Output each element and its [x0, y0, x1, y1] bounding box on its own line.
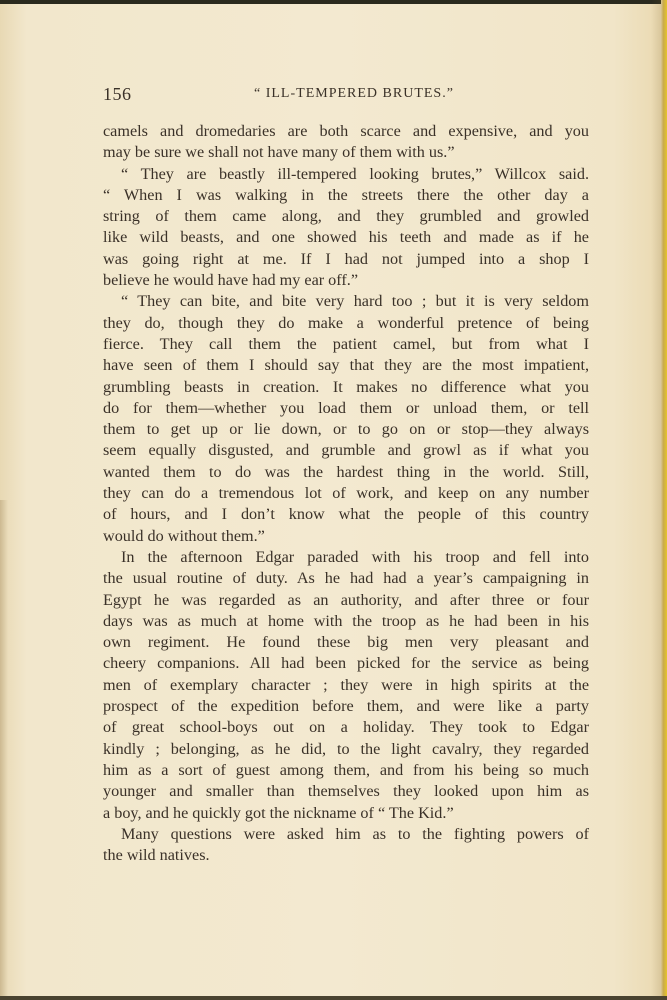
scan-right-border — [661, 0, 667, 1000]
text-line: “ When I was walking in the streets there the other day a — [103, 185, 589, 204]
text-line: was going right at me. If I had not jumped into a shop I — [103, 249, 589, 268]
text-line: of great school-boys out on a holiday. They took to Edgar — [103, 718, 589, 737]
text-line: Egypt he was regarded as an authority, and after three or four — [103, 590, 589, 609]
text-line: prospect of the expedition before them, and were like a party — [103, 697, 589, 716]
text-line: men of exemplary character ; they were in high spirits at the — [103, 675, 589, 694]
text-line: have seen of them I should say that they are the most impatient, — [103, 356, 589, 375]
page-number: 156 — [103, 84, 132, 104]
text-line: “ They can bite, and bite very hard too ; but it is very seldom — [121, 292, 589, 311]
text-line: seem equally disgusted, and grumble and growl as if what you — [103, 441, 589, 460]
scan-top-border — [0, 0, 667, 4]
page-header — [103, 84, 589, 110]
scan-bottom-border — [0, 996, 667, 1000]
page-gutter-shadow — [0, 500, 8, 1000]
text-line: the wild natives. — [103, 846, 210, 865]
text-line: him as a sort of guest among them, and from his being so much — [103, 760, 589, 779]
text-line: a boy, and he quickly got the nickname of “ The Kid.” — [103, 803, 454, 822]
text-line: believe he would have had my ear off.” — [103, 271, 359, 290]
text-line: string of them came along, and they grumbled and growled — [103, 207, 589, 226]
text-line: cheery companions. All had been picked for the service as being — [103, 654, 589, 673]
page-edge-shadow — [651, 0, 661, 1000]
text-line: them to get up or lie down, or to go on or stop—they always — [103, 420, 589, 439]
text-line: wanted them to do was the hardest thing in the world. Still, — [103, 462, 589, 481]
text-line: like wild beasts, and one showed his teeth and made as if he — [103, 228, 589, 247]
text-line: do for them—whether you load them or unload them, or tell — [103, 398, 589, 417]
text-line: camels and dromedaries are both scarce and expensive, and you — [103, 122, 589, 140]
text-line: would do without them.” — [103, 526, 265, 545]
text-line: the usual routine of duty. As he had had a year’s campaigning in — [103, 569, 589, 588]
running-head: “ ILL-TEMPERED BRUTES.” — [254, 86, 454, 101]
text-line: of hours, and I don’t know what the people of this country — [103, 505, 589, 524]
text-line: fierce. They call them the patient camel, but from what I — [103, 334, 589, 353]
text-line: Many questions were asked him as to the fighting powers of — [121, 824, 589, 843]
text-line: own regiment. He found these big men very pleasant and — [103, 633, 589, 652]
text-line: “ They are beastly ill-tempered looking brutes,” Willcox said. — [121, 164, 589, 183]
body-text — [103, 121, 589, 866]
text-line: may be sure we shall not have many of them with us.” — [103, 143, 455, 162]
text-line: days was as much at home with the troop as he had been in his — [103, 611, 589, 630]
text-line: In the afternoon Edgar paraded with his troop and fell into — [121, 547, 589, 566]
text-line: grumbling beasts in creation. It makes no difference what you — [103, 377, 589, 396]
text-line: younger and smaller than themselves they looked upon him as — [103, 782, 589, 801]
text-line: kindly ; belonging, as he did, to the light cavalry, they regarded — [103, 739, 589, 758]
text-line: they can do a tremendous lot of work, and keep on any number — [103, 484, 589, 503]
text-line: they do, though they do make a wonderful pretence of being — [103, 313, 589, 332]
